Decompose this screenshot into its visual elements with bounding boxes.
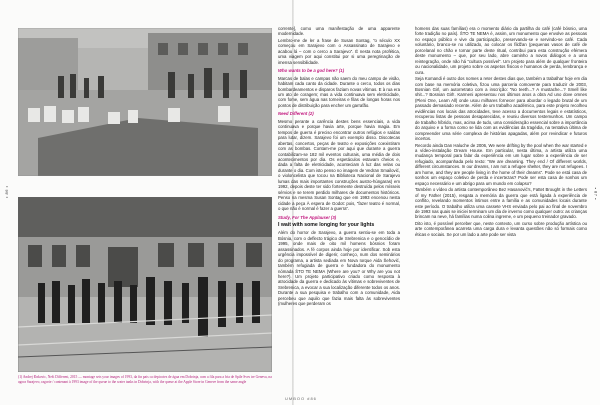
paragraph: Seja Komandi é outro dos nomes a reter destes dias que, também a trabalhar hoje em dia com base na memória coletiva, fizou uma parceria comovente para traduzir de 2003, Bosnian Girl, um autorretrato com a inscrição: “No teeth...? A mustache...? Smell like shit...? Bosnian Girl!. Karmeni apresentou nos últimos anos a obra Ad uno dove omnes (Pleni One, Learn All) onde usou milhares fornecer para abordar o legado brutal de um passado demasiado recente. Além de um trabalho académico, para este projeto recolheu evidências nos locais das atrocidades, teve acesso a documentos legais e estatísticos, recuperou listas de pessoas desaparecidas, e reuniu diversos testemunhos. Um campo de trabalho híbrido, mas, acima de tudo, uma consideração essencial sobre a importância do arquivo e a forma como se lida com as evidências da tragédia, na tentativa última de compreender uma série complexa de histórias apagadas, além por revindicar e futuros incertos. bbox=[415, 76, 587, 142]
paragraph: Mesmo perante a carência destes bens essenciais, a vida continuava e porque havia arte, porque havia magia. Em tempos de guerra é preciso encontrar outros refúgios e saídas para lutar, dizem. Sarajevo foi um exemplo disso. Discotecas abertas, concertos, peças de teatro e exposições coexistiram com as bombas. Contam-me por aqui que durante a guerra contabilizam-se 182 mil eventos culturais, uma média de dois acontecimentos por dia. Os espetáculos estavam cheios e, dada a falta de eletricidade, aconteciam à luz das velas ou durante o dia. Com isto penso no imagem de Vedran Smailović, o violoncelista que tocou na Biblioteca Nacional de Sarajevo lumas das mais importantes construções austro-húngaras) em 1992, depois deste ter sido fortemente destruída pelos mísseis sérvios e se terem perdido milhares de documentos históricos. Penso na mesma Susan Sontag que em 1993 encenou nesta cidade a peça À espera de Godot: pois, “fazer teatro é normal, o que não é normal é fazer a guerra”. bbox=[278, 118, 400, 212]
photo-water-queue-dobrinja bbox=[18, 28, 272, 176]
page-number-right: • 87 • bbox=[593, 187, 598, 200]
paragraph: Lembro-me de ler a frase de Susan Sontag, “o século XX começou em Sarajevo com o Assassinato de Sarajevo e acabou lá – com o cerco a Sarajevo”. É nesta nota profética, uma viagem por aqui constitui por si uma peregrinação de imensa sensibilidade. bbox=[278, 37, 400, 65]
photo-apple-store-graphic bbox=[18, 197, 272, 372]
paragraph: Recordo ainda Dan Haluche de 2006, We were drifting by the pool when the war started e a vídeo-instalação Dream House. Em particular, nesta última, a artista utiliza uma mudança temporal para falar da experiência em um lugar sobre a experiência de ser refugiado, acompanhada pelo texto: “We are dreaming. They end / Of different worlds, different circumstances. In our dreams, I am not a refugee shelter, they are not refugees. I am home, and they are people living in the home of their dreams”. Pode se está casa de sonhos um espaço coletivo de perda e incertezas? Pode ser esta casa de sonhos um espaço necessário e um abrigo para um mundo em colapso? bbox=[415, 142, 587, 186]
photo-apple-store-geneva bbox=[18, 197, 272, 372]
paragraph: Também o vídeo do artista contemporâneo Bez Hasanović's, Fattet Brought in the Letters of my Father (2015), resgata a memória da guerra que está ligada à experiência de conflito, revelando momentos íntimos entre a família e as comunidades locais durante este período. O trabalho utiliza uma cassete VHS enviada pelo pai ao final de novembro de 1993 nas quais se iniciei terminam um dia de inverno como qualquer outro: as crianças brincam na neve, há famílias numa colina ingreme, e um pequeno treinador gravado. bbox=[415, 187, 587, 220]
magazine-footer: UMBOO #86 bbox=[285, 396, 317, 401]
photo-caption: (1) Andrej Đakovic, Nešt Different, 2015 — montage sets your images of 1993, da fin pais ca depicotes de água em Dobrinja, com a fila para a fria de Spile Sves tre Geneva, na agora Sarajevo, ragorie / contenant à 1993 image of the queue to the water tanks in Dobrinja, with the queue at the Apple Store in Geneve from the same angle bbox=[18, 375, 272, 384]
paragraph: corrente], como uma manifestação de uma apparente modernidade. bbox=[278, 26, 400, 37]
page-number-left: • 86 • bbox=[4, 185, 9, 198]
article-column-1 bbox=[278, 26, 400, 308]
paragraph: Além do horror de Sarajevo, a guerra sentiu-se em toda a Bósnia, com o deflecto trágico de Srebrenica e o genocídio de 1995, onde mais de oito mil homens bósnios foram assassinados. A fé corpos ainda hoje por identificar. Sob esta urgência impossível de digerir, conheço, num dos seminários do programa, a artista sediada em Nova Iorque Aida Šehović, também refugiada de guerra e fundadora do monumento nómada ŠTO TE NEMA (Where are you? or Why are you not here?). Um projeto participativo criado como resposta à atrocidade da guerra e dedicado às vítimas e sobreviventes de Srebrenica, a evocar a sua localização diferente todos os anos. Durante a sua pesquisa e trabalho com a comunidade, Aida percebeu que aquilo que fazia mais falta às sobreviventes (mulheres que perderam os bbox=[278, 230, 400, 307]
section-heading: Need Different (2) bbox=[278, 111, 314, 117]
paragraph: Dito isto, é possível perceber que, neste contexto, um curso sobre produção artística ou arte contemporânea acarreta uma carga dura e levanta questões não só formais como éticas e sociais. Se por um lado a arte pode ser vista bbox=[415, 220, 587, 237]
left-page bbox=[0, 0, 294, 405]
paragraph: Marcas de balas e campas não saem do meu campo de visão, habitam cada canto da cidade. Durante o cerco, todos os dias bombardeamentos e disparos faziam novas vítimas. E à rua era um ato de coragem; mas a vida continuava sem eletricidade, com fome, sem água nas torneiras e filas de longas horas nos pontos de distribuição para encher um garrafão. bbox=[278, 75, 400, 108]
paragraph: homens das suas famílias) era o momento diário da partilha do café (café bósnio, uma forte tradição no país). ŠTO TE NEMA é, assim, um monumento que envolve as pessoas no espaço público e vive da participação, preservando-se e servindo-se café. Cada voluntário, branco-se no utilizado, ao colocar os fildžan (pequenas vasos de café de porcelanal no chão e tornar parte deste ritual, contribui para esta construção efémera deste monumento – que, por seu lado, abre caminho a novos diálogos e a uma reintegração, onde não há “cultura possível”. Um projeto para além de qualquer fronteira ou nacionalidade, um projeto sobre os aspetos físicos e humanos de perda, lembrança e cura. bbox=[415, 26, 587, 75]
section-subtitle: I wait with some longing for your lights bbox=[278, 221, 375, 228]
article-column-2 bbox=[415, 26, 587, 238]
section-heading: Who wants to be a god here? (1) bbox=[278, 68, 345, 74]
section-heading: Study, For The Applause! (3) bbox=[278, 214, 337, 220]
photo-water-queue-graphic bbox=[18, 28, 272, 176]
